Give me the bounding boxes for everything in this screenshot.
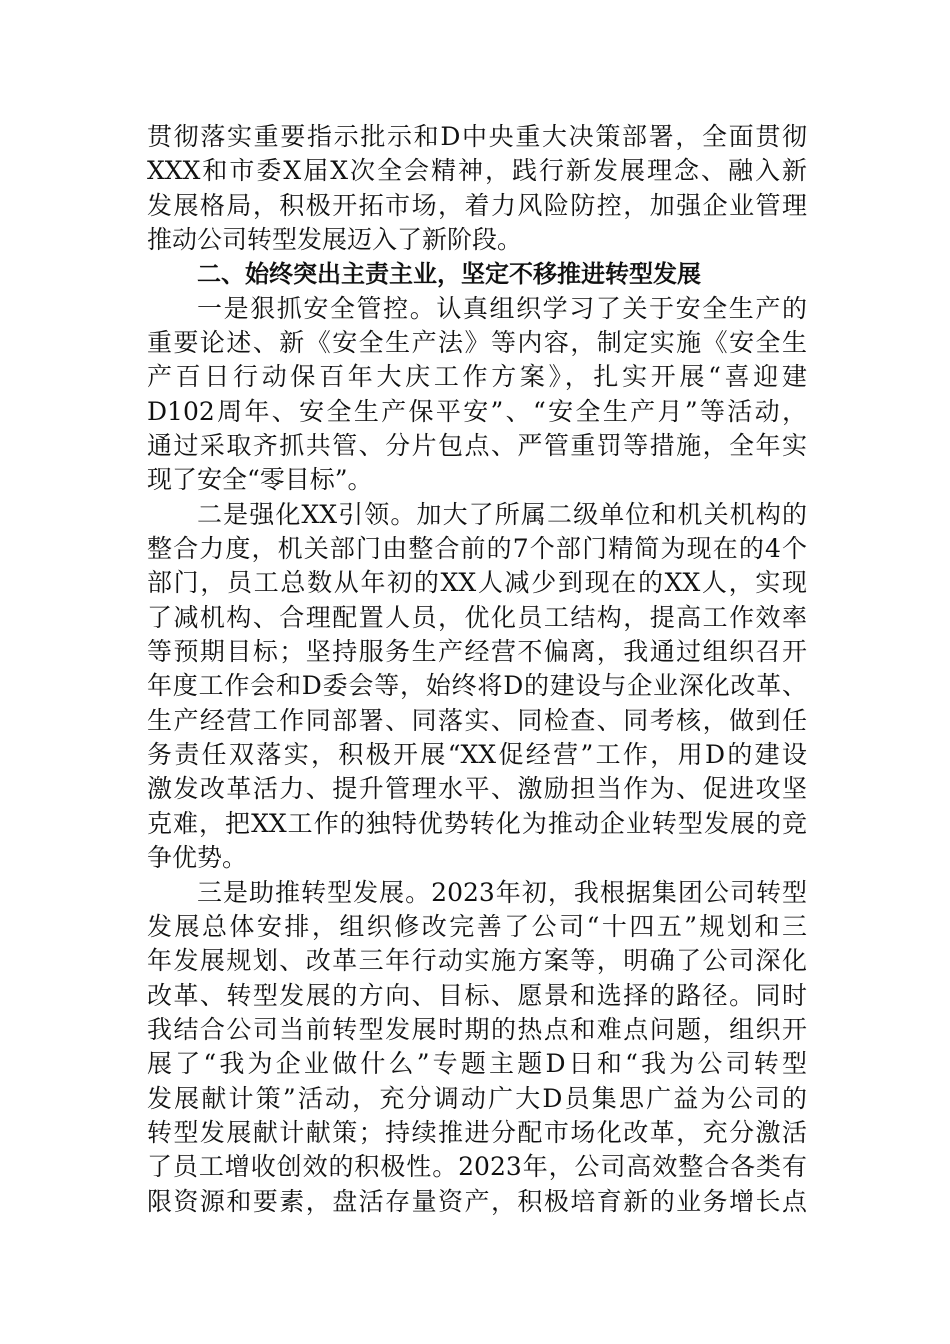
- paragraph-4-line-3: 年发展规划、改革三年行动实施方案等，明确了公司深化: [147, 946, 807, 975]
- paragraph-3-line-10: 克难，把XX工作的独特优势转化为推动企业转型发展的竞: [147, 809, 807, 838]
- paragraph-1-line-1: 贯彻落实重要指示批示和D中央重大决策部署，全面贯彻: [147, 122, 807, 151]
- paragraph-3-line-3: 部门，员工总数从年初的XX人减少到现在的XX人，实现: [147, 568, 807, 597]
- paragraph-3-line-2: 整合力度，机关部门由整合前的7个部门精简为现在的4个: [147, 534, 807, 563]
- paragraph-4-line-4: 改革、转型发展的方向、目标、愿景和选择的路径。同时: [147, 981, 807, 1010]
- paragraph-3-line-6: 年度工作会和D委会等，始终将D的建设与企业深化改革、: [147, 671, 807, 700]
- paragraph-2-line-1: 一是狠抓安全管控。认真组织学习了关于安全生产的: [197, 294, 807, 323]
- paragraph-2-line-2: 重要论述、新《安全生产法》等内容，制定实施《安全生: [147, 328, 807, 357]
- paragraph-1-line-2: XXX和市委X届X次全会精神，践行新发展理念、融入新: [147, 156, 807, 185]
- paragraph-2-line-3: 产百日行动保百年大庆工作方案》，扎实开展“喜迎建: [147, 362, 807, 391]
- paragraph-4-line-8: 转型发展献计献策；持续推进分配市场化改革，充分激活: [147, 1118, 807, 1147]
- paragraph-3-line-8: 务责任双落实，积极开展“XX促经营”工作，用D的建设: [147, 740, 807, 769]
- paragraph-4-line-1: 三是助推转型发展。2023年初，我根据集团公司转型: [197, 878, 807, 907]
- paragraph-4-line-2: 发展总体安排，组织修改完善了公司“十四五”规划和三: [147, 912, 807, 941]
- paragraph-3-line-7: 生产经营工作同部署、同落实、同检查、同考核，做到任: [147, 706, 807, 735]
- paragraph-3-line-11: 争优势。: [147, 843, 248, 872]
- paragraph-3-line-1: 二是强化XX引领。加大了所属二级单位和机关机构的: [197, 500, 807, 529]
- paragraph-4-line-6: 展了“我为企业做什么”专题主题D日和“我为公司转型: [147, 1049, 807, 1078]
- paragraph-2-line-5: 通过采取齐抓共管、分片包点、严管重罚等措施，全年实: [147, 431, 807, 460]
- paragraph-3-line-4: 了减机构、合理配置人员，优化员工结构，提高工作效率: [147, 603, 807, 632]
- paragraph-1-line-3: 发展格局，积极开拓市场，着力风险防控，加强企业管理: [147, 191, 807, 220]
- section-heading: 二、始终突出主责主业，坚定不移推进转型发展: [197, 260, 701, 288]
- paragraph-2-line-6: 现了安全“零目标”。: [147, 465, 373, 494]
- paragraph-3-line-5: 等预期目标；坚持服务生产经营不偏离，我通过组织召开: [147, 637, 807, 666]
- paragraph-4-line-9: 了员工增收创效的积极性。2023年，公司高效整合各类有: [147, 1152, 807, 1181]
- paragraph-4-line-10: 限资源和要素，盘活存量资产，积极培育新的业务增长点: [147, 1187, 807, 1216]
- paragraph-4-line-5: 我结合公司当前转型发展时期的热点和难点问题，组织开: [147, 1015, 807, 1044]
- paragraph-1-line-4: 推动公司转型发展迈入了新阶段。: [147, 225, 523, 254]
- paragraph-2-line-4: D102周年、安全生产保平安”、“安全生产月”等活动，: [147, 397, 807, 426]
- paragraph-4-line-7: 发展献计策”活动，充分调动广大D员集思广益为公司的: [147, 1084, 807, 1113]
- paragraph-3-line-9: 激发改革活力、提升管理水平、激励担当作为、促进攻坚: [147, 774, 807, 803]
